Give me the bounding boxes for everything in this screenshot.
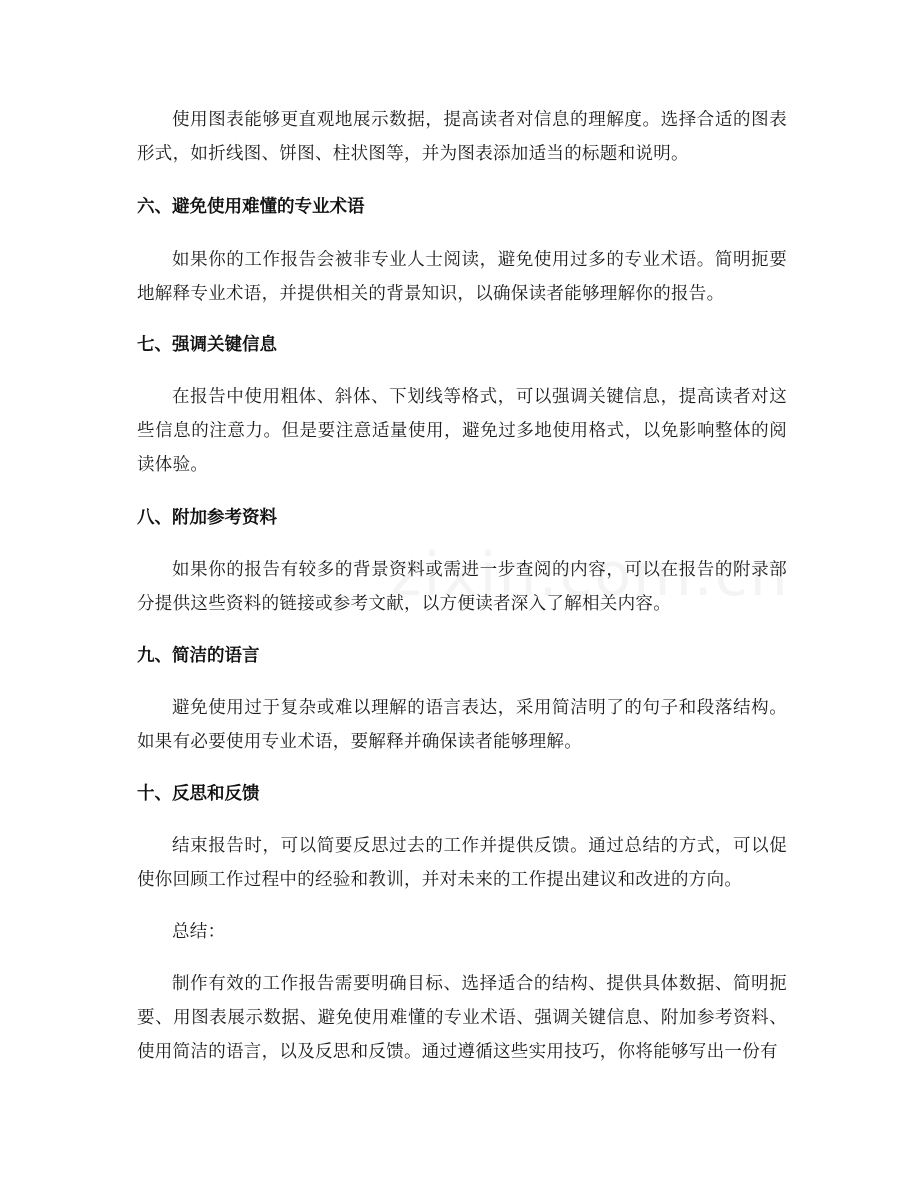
heading-section-9: 九、简洁的语言	[137, 646, 260, 666]
paragraph-section-7: 在报告中使用粗体、斜体、下划线等格式，可以强调关键信息，提高读者对这些信息的注意力。但是要注意适量使用，避免过多地使用格式，以免影响整体的阅读体验。	[137, 387, 787, 475]
heading-section-10: 十、反思和反馈	[137, 784, 260, 804]
heading-section-7: 七、强调关键信息	[137, 335, 277, 355]
paragraph-charts: 使用图表能够更直观地展示数据，提高读者对信息的理解度。选择合适的图表形式，如折线图、饼图、柱状图等，并为图表添加适当的标题和说明。	[137, 110, 787, 164]
heading-section-8: 八、附加参考资料	[137, 508, 277, 528]
heading-section-6: 六、避免使用难懂的专业术语	[137, 197, 365, 217]
summary-paragraph: 制作有效的工作报告需要明确目标、选择适合的结构、提供具体数据、简明扼要、用图表展示数据、避免使用难懂的专业术语、强调关键信息、附加参考资料、使用简洁的语言，以及反思和反馈。通过遵循这些实用技巧，你将能够写出一份有	[137, 974, 787, 1062]
paragraph-section-8: 如果你的报告有较多的背景资料或需进一步查阅的内容，可以在报告的附录部分提供这些资料的链接或参考文献，以方便读者深入了解相关内容。	[137, 560, 787, 614]
paragraph-section-9: 避免使用过于复杂或难以理解的语言表达，采用简洁明了的句子和段落结构。如果有必要使用专业术语，要解释并确保读者能够理解。	[137, 698, 787, 752]
paragraph-section-10: 结束报告时，可以简要反思过去的工作并提供反馈。通过总结的方式，可以促使你回顾工作过程中的经验和教训，并对未来的工作提出建议和改进的方向。	[137, 836, 787, 890]
paragraph-section-6: 如果你的工作报告会被非专业人士阅读，避免使用过多的专业术语。简明扼要地解释专业术语，并提供相关的背景知识，以确保读者能够理解你的报告。	[137, 250, 787, 304]
summary-label: 总结：	[172, 922, 226, 942]
